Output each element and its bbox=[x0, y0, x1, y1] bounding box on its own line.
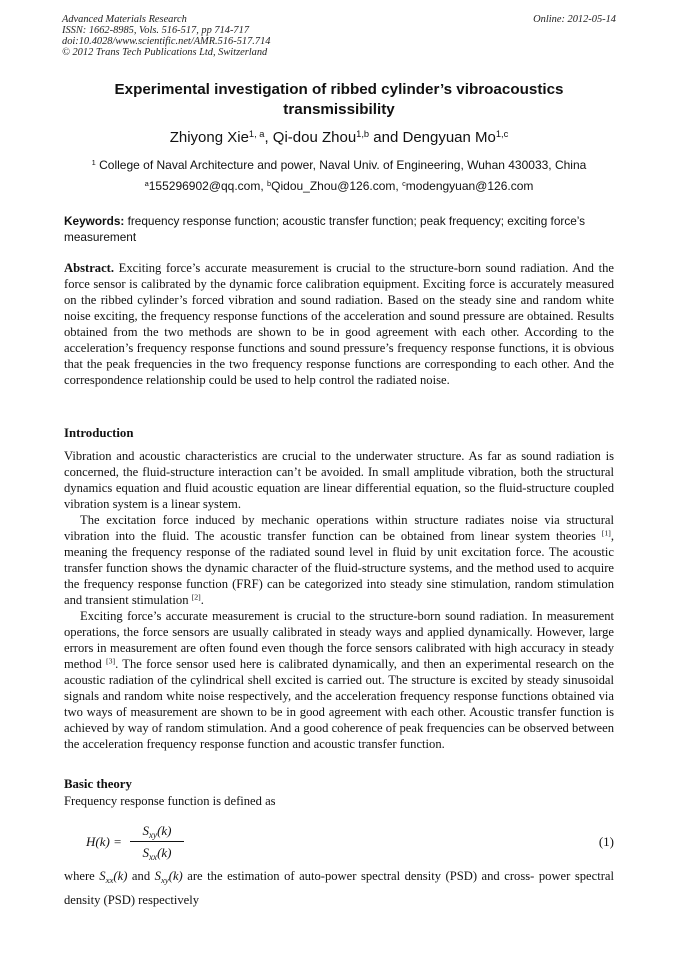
citation-ref: [1] bbox=[601, 528, 611, 538]
intro-paragraph-3 bbox=[64, 608, 614, 752]
symbol-sxx: $S_{xx}(k)$ bbox=[99, 869, 128, 886]
introduction-heading: Introduction bbox=[64, 426, 134, 440]
keywords-label: Keywords: bbox=[64, 214, 125, 228]
citation-ref: [2] bbox=[191, 592, 201, 602]
intro-text: Exciting force’s accurate measurement is crucial to the structure-born sound radiation. In measurement operations, the force sensors are usually calibrated in steady ways and applied dynamically. However, large errors in measurement are often found even though the force sensors calibrated with high accuracy in steady method bbox=[64, 609, 614, 671]
author-separator: and bbox=[369, 129, 403, 146]
author-affiliation-mark: 1,c bbox=[495, 128, 509, 139]
journal-header bbox=[62, 14, 616, 58]
email-address: modengyuan@126.com bbox=[405, 179, 534, 193]
paper-title: Experimental investigation of ribbed cylinder’s vibroacoustics transmissibility bbox=[114, 81, 564, 118]
affiliation bbox=[64, 157, 614, 173]
intro-text: . The force sensor used here is calibrated dynamically, and then an experimental research on the acoustic radiation of the cylindrical shell excited is carried out. The structure is excited by steady sinusoidal signals and random white noise respectively, and the acceleration frequency response functions obtained via two ways of measurement are shown to be in good agreement with each other. Acoustic transfer function is achieved by way of random stimulation. And a good coherence of peak frequencies can be observed between the acceleration frequency response function and acoustic transfer function. bbox=[64, 657, 614, 751]
where-clause: where $S_{xx}(k)$ and $S_{xy}(k)$ are the estimation of auto-power spectral density (PSD) and cross- power spectral density (PSD) respectively bbox=[64, 869, 615, 908]
email-mark: b bbox=[267, 178, 272, 188]
author-affiliation-mark: 1,b bbox=[356, 128, 370, 139]
frf-definition-text: Frequency response function is defined as bbox=[64, 794, 276, 808]
online-date: Online: 2012-05-14 bbox=[533, 14, 616, 25]
intro-text: , meaning the frequency response of the radiated sound level in fluid by unit excitation force. The acoustic transfer function shows the dynamic character of the fluid-structure systems, and the method used to acquire the frequency response function (FRF) can be categorized into steady sine stimulation, random stimulation and transient stimulation bbox=[64, 529, 614, 607]
abstract-text: Exciting force’s accurate measurement is crucial to the structure-born sound radiation. And the force sensor is calibrated by the dynamic force calibration equipment. Exciting force is accurately measured on the ribbed cylinder’s forced vibration and sound radiation. Based on the steady sine and random white noise exciting, the frequency response functions of the acceleration and sound pressure are obtained. Results obtained from the two methods are shown to be in good agreement with each other. According to the acceleration’s frequency response functions and sound pressure’s frequency response functions, it is obvious that the peak frequencies in the two frequency response functions are corresponding to each other. And the correspondence relationship could be used to help control the radiated noise. bbox=[64, 261, 614, 387]
email-mark: c bbox=[402, 178, 406, 188]
equation-1 bbox=[86, 822, 614, 864]
author-name: Dengyuan Mo bbox=[402, 129, 496, 146]
intro-text: The excitation force induced by mechanic operations within structure radiates noise via structural vibration into the fluid. The acoustic transfer function can be obtained from linear system theories bbox=[64, 513, 614, 543]
intro-text: . bbox=[200, 593, 204, 607]
introduction-body bbox=[64, 448, 614, 752]
citation-ref: [3] bbox=[106, 656, 116, 666]
equation-number: (1) bbox=[598, 834, 614, 849]
equation-numerator: $S_{xy}(k)$ bbox=[142, 823, 172, 841]
author-list bbox=[64, 128, 614, 148]
affiliation-mark: 1 bbox=[91, 157, 96, 167]
email-mark: a bbox=[144, 178, 149, 188]
abstract-label: Abstract. bbox=[64, 261, 115, 275]
author-affiliation-mark: 1, a bbox=[248, 128, 265, 139]
keywords-text: frequency response function; acoustic transfer function; peak frequency; exciting force’s measurement bbox=[64, 214, 586, 244]
equation-fraction bbox=[130, 822, 184, 862]
email-address: 155296902@qq.com, bbox=[148, 179, 268, 193]
equation-denominator: $S_{xx}(k)$ bbox=[142, 845, 172, 863]
email-address: Qidou_Zhou@126.com, bbox=[271, 179, 403, 193]
doi-line: doi:10.4028/www.scientific.net/AMR.516-517.714 bbox=[62, 36, 271, 47]
intro-paragraph-1: Vibration and acoustic characteristics are crucial to the underwater structure. As far as sound radiation is concerned, the fluid-structure interaction can’t be avoided. In small amplitude vibration, both the structural dynamics equation and fluid acoustic equation are linear differential equation, so the fluid-structure coupled vibration system is a linear system. bbox=[64, 449, 614, 511]
keywords bbox=[64, 213, 614, 245]
author-emails bbox=[64, 178, 614, 194]
author-name: Zhiyong Xie bbox=[169, 129, 249, 146]
copyright-line: © 2012 Trans Tech Publications Ltd, Switzerland bbox=[62, 47, 268, 58]
equation-lhs: H(k) = bbox=[86, 834, 122, 849]
issn-line: ISSN: 1662-8985, Vols. 516-517, pp 714-717 bbox=[62, 25, 250, 36]
journal-name: Advanced Materials Research bbox=[62, 14, 187, 25]
abstract bbox=[64, 260, 614, 388]
basic-theory-heading: Basic theory bbox=[64, 777, 132, 791]
author-separator: , bbox=[264, 129, 273, 146]
symbol-sxy: $S_{xy}(k)$ bbox=[154, 869, 183, 886]
author-name: Qi-dou Zhou bbox=[272, 129, 357, 146]
fraction-bar bbox=[130, 841, 184, 842]
affiliation-text: College of Naval Architecture and power, Naval Univ. of Engineering, Wuhan 430033, China bbox=[95, 158, 587, 172]
intro-paragraph-2 bbox=[64, 512, 614, 608]
